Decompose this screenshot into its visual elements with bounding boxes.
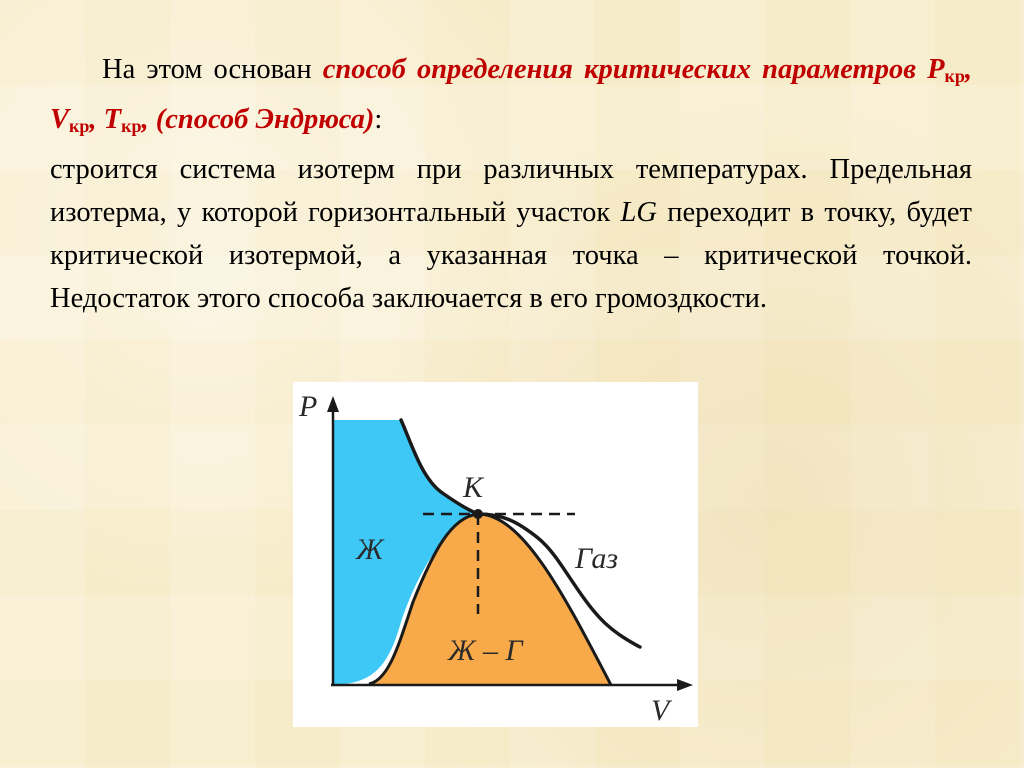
comma-1: , bbox=[964, 54, 972, 85]
param-v: V bbox=[50, 104, 70, 135]
slide-text bbox=[50, 48, 972, 320]
description-part-1: строится система изотерм при различных температурах. Предельная изотерма, у которой горизонтальный участок bbox=[50, 154, 972, 228]
sub-kr-v: кр bbox=[69, 116, 90, 136]
param-t: T bbox=[103, 104, 122, 135]
lg-segment-label: LG bbox=[620, 197, 657, 228]
param-p: P bbox=[927, 54, 945, 85]
close-paren: ) bbox=[364, 104, 375, 135]
two-phase-region-label: Ж – Г bbox=[448, 634, 523, 667]
comma-2: , bbox=[89, 104, 104, 135]
paragraph-description bbox=[50, 148, 972, 320]
description-part-2: переходит в точку, будет критической изотермой, а указанная точка – критической точкой. Недостаток этого способа заключается в его громоздкости. bbox=[50, 197, 972, 314]
liquid-region-label: Ж bbox=[356, 533, 384, 566]
comma-3: , ( bbox=[141, 104, 166, 135]
colon: : bbox=[374, 104, 383, 135]
andrews-method: способ Эндрюса bbox=[165, 104, 365, 135]
pv-diagram bbox=[293, 382, 698, 727]
pv-diagram-svg bbox=[293, 382, 698, 727]
axis-y-label: P bbox=[299, 390, 318, 423]
axis-x-label: V bbox=[651, 694, 670, 727]
lead-text: На этом основан bbox=[102, 54, 323, 85]
y-axis-arrow bbox=[327, 396, 339, 412]
paragraph-method bbox=[50, 48, 972, 148]
x-axis-arrow bbox=[677, 679, 693, 691]
sub-kr-p: кр bbox=[944, 66, 965, 86]
sub-kr-t: кр bbox=[121, 116, 142, 136]
critical-point bbox=[473, 509, 483, 519]
critical-point-label: K bbox=[463, 471, 484, 504]
method-name: способ определения критических параметров bbox=[322, 54, 928, 85]
gas-region-label: Газ bbox=[575, 542, 619, 575]
